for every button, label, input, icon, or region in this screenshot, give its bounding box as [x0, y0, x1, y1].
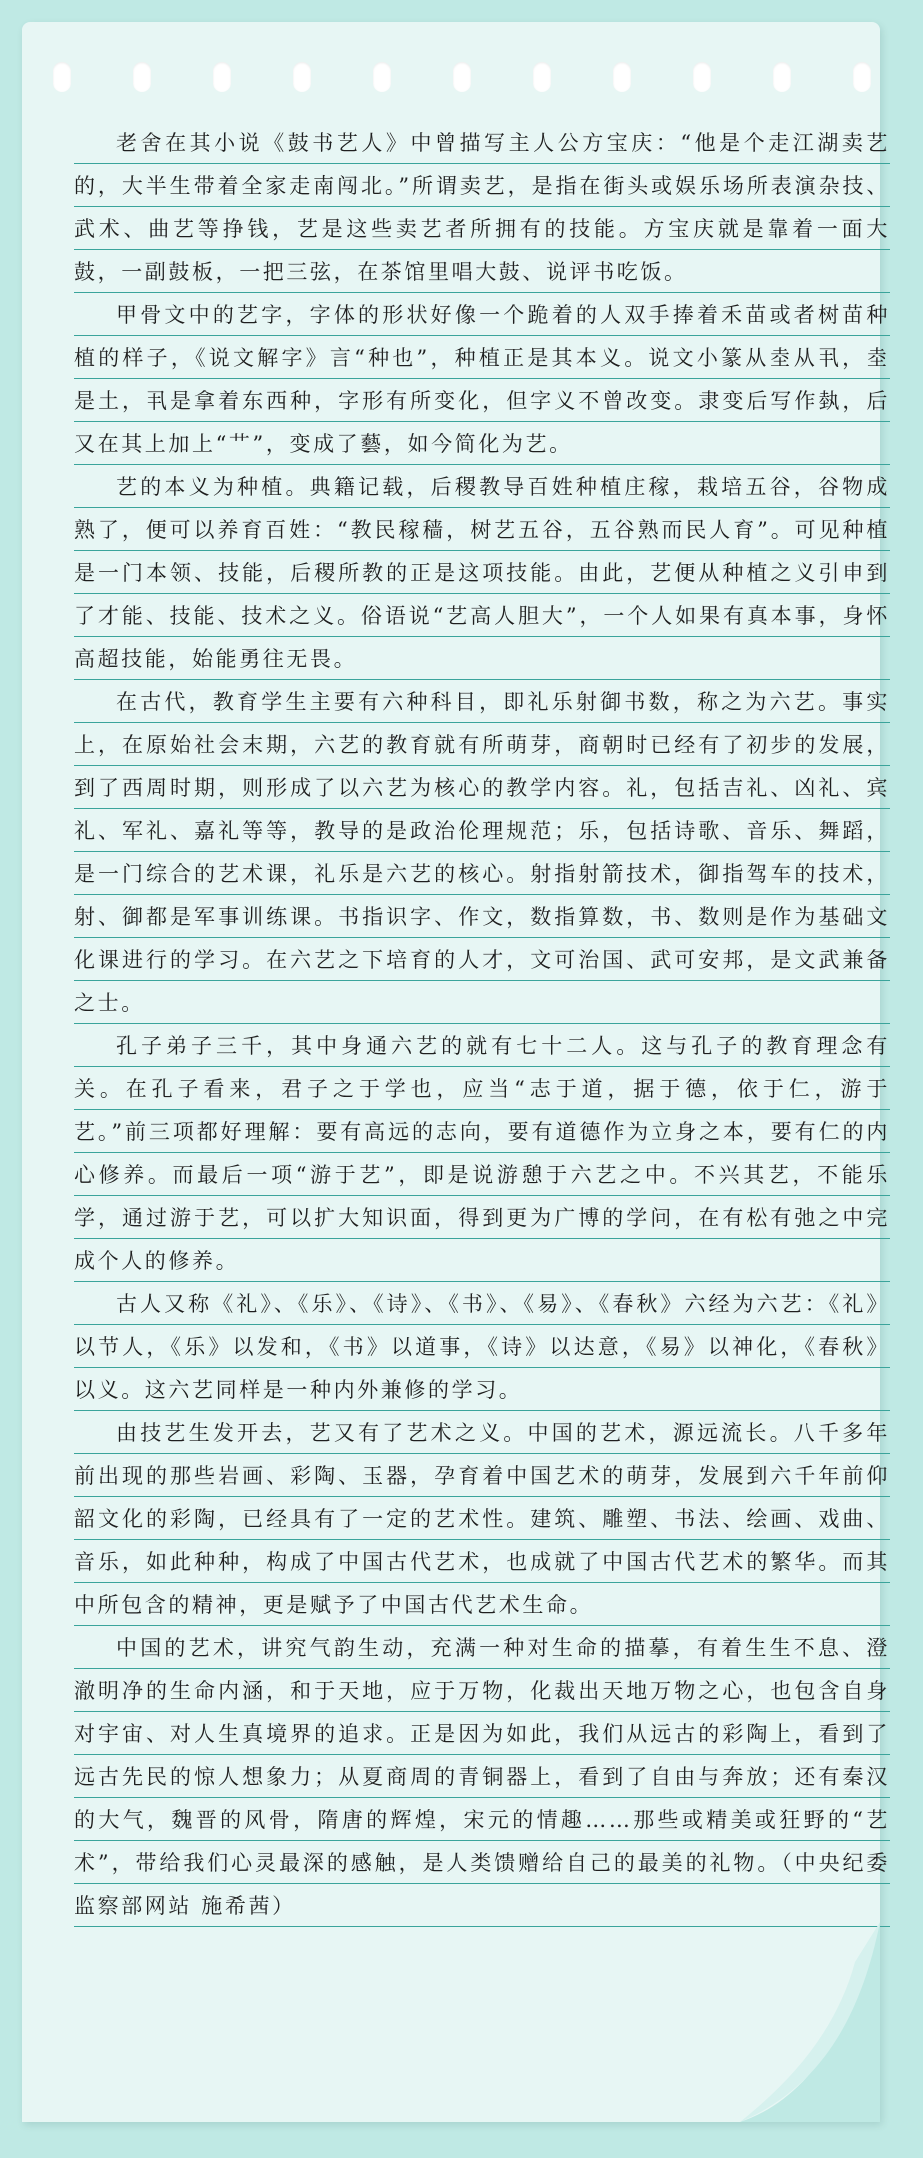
binder-hole [133, 62, 151, 92]
binder-hole [613, 62, 631, 92]
binder-hole [453, 62, 471, 92]
binder-hole [773, 62, 791, 92]
binder-hole [293, 62, 311, 92]
binder-hole [53, 62, 71, 92]
paragraph-2: 甲骨文中的艺字，字体的形状好像一个跪着的人双手捧着禾苗或者树苗种植的样子，《说文解字》言“种也”，种植正是其本义。说文小篆从坴从丮，坴是土，丮是拿着东西种，字形有所变化，但字义不曾改变。隶变后写作埶，后又在其上加上“艹”，变成了藝，如今简化为艺。 [74, 294, 890, 466]
paragraph-8: 中国的艺术，讲究气韵生动，充满一种对生命的描摹，有着生生不息、澄澈明净的生命内涵，和于天地，应于万物，化裁出天地万物之心，也包含自身对宇宙、对人生真境界的追求。正是因为如此，我们从远古的彩陶上，看到了远古先民的惊人想象力；从夏商周的青铜器上，看到了自由与奔放；还有秦汉的大气，魏晋的风骨，隋唐的辉煌，宋元的情趣……那些或精美或狂野的“艺术”，带给我们心灵最深的感触，是人类馈赠给自己的最美的礼物。（中央纪委监察部网站 施希茜） [74, 1627, 890, 1928]
binder-hole [373, 62, 391, 92]
paragraph-7: 由技艺生发开去，艺又有了艺术之义。中国的艺术，源远流长。八千多年前出现的那些岩画、彩陶、玉器，孕育着中国艺术的萌芽，发展到六千年前仰韶文化的彩陶，已经具有了一定的艺术性。建筑、雕塑、书法、绘画、戏曲、音乐，如此种种，构成了中国古代艺术，也成就了中国古代艺术的繁华。而其中所包含的精神，更是赋予了中国古代艺术生命。 [74, 1412, 890, 1627]
page-curl-decoration [740, 1922, 880, 2122]
paragraph-1: 老舍在其小说《鼓书艺人》中曾描写主人公方宝庆：“他是个走江湖卖艺的，大半生带着全家走南闯北。”所谓卖艺，是指在街头或娱乐场所表演杂技、武术、曲艺等挣钱，艺是这些卖艺者所拥有的技能。方宝庆就是靠着一面大鼓，一副鼓板，一把三弦，在茶馆里唱大鼓、说评书吃饭。 [74, 122, 890, 294]
binder-hole [533, 62, 551, 92]
binder-hole [853, 62, 871, 92]
paragraph-4: 在古代，教育学生主要有六种科目，即礼乐射御书数，称之为六艺。事实上，在原始社会末期，六艺的教育就有所萌芽，商朝时已经有了初步的发展，到了西周时期，则形成了以六艺为核心的教学内容。礼，包括吉礼、凶礼、宾礼、军礼、嘉礼等等，教导的是政治伦理规范；乐，包括诗歌、音乐、舞蹈，是一门综合的艺术课，礼乐是六艺的核心。射指射箭技术，御指驾车的技术，射、御都是军事训练课。书指识字、作文，数指算数，书、数则是作为基础文化课进行的学习。在六艺之下培育的人才，文可治国、武可安邦，是文武兼备之士。 [74, 681, 890, 1025]
notepad-sheet [22, 22, 890, 2122]
paragraph-5: 孔子弟子三千，其中身通六艺的就有七十二人。这与孔子的教育理念有关。在孔子看来，君子之于学也，应当“志于道，据于德，依于仁，游于艺。”前三项都好理解：要有高远的志向，要有道德作为立身之本，要有仁的内心修养。而最后一项“游于艺”，即是说游憩于六艺之中。不兴其艺，不能乐学，通过游于艺，可以扩大知识面，得到更为广博的学问，在有松有弛之中完成个人的修养。 [74, 1025, 890, 1283]
paragraph-6: 古人又称《礼》、《乐》、《诗》、《书》、《易》、《春秋》六经为六艺：《礼》以节人，《乐》以发和，《书》以道事，《诗》以达意，《易》以神化，《春秋》以义。这六艺同样是一种内外兼修的学习。 [74, 1283, 890, 1412]
paragraph-3: 艺的本义为种植。典籍记载，后稷教导百姓种植庄稼，栽培五谷，谷物成熟了，便可以养育百姓：“教民稼穑，树艺五谷，五谷熟而民人育”。可见种植是一门本领、技能，后稷所教的正是这项技能。由此，艺便从种植之义引申到了才能、技能、技术之义。俗语说“艺高人胆大”，一个人如果有真本事，身怀高超技能，始能勇往无畏。 [74, 466, 890, 681]
binder-hole [213, 62, 231, 92]
binder-holes [22, 62, 880, 102]
article-body [74, 122, 890, 1928]
binder-hole [693, 62, 711, 92]
